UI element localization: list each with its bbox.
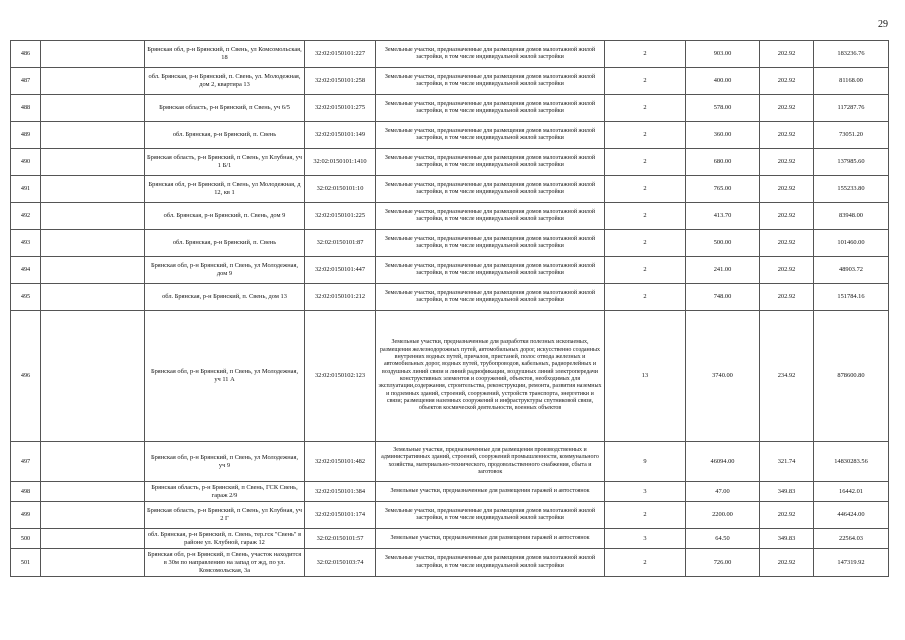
land-use-cell: Земельные участки, предназначенные для размещения домов малоэтажной жилой застройки, в том числе индивидуальной жилой застройки (376, 284, 605, 311)
specific-value-cell: 234.92 (760, 311, 814, 442)
specific-value-cell: 202.92 (760, 284, 814, 311)
cadastral-number-cell: 32:02:0150101:212 (305, 284, 376, 311)
cadastral-value-cell: 101460.00 (814, 230, 889, 257)
cadastral-value-cell: 151784.16 (814, 284, 889, 311)
cadastral-value-cell: 48903.72 (814, 257, 889, 284)
cadastral-number-cell: 32:02:0150101:384 (305, 482, 376, 502)
specific-value-cell: 202.92 (760, 203, 814, 230)
land-use-cell: Земельные участки, предназначенные для размещения домов малоэтажной жилой застройки, в том числе индивидуальной жилой застройки (376, 230, 605, 257)
area-cell: 903.00 (686, 41, 760, 68)
group-cell: 3 (605, 482, 686, 502)
table-row (11, 176, 889, 203)
area-cell: 241.00 (686, 257, 760, 284)
row-number-cell: 487 (11, 68, 41, 95)
specific-value-cell: 202.92 (760, 149, 814, 176)
cadastral-number-cell: 32:02:0150103:74 (305, 549, 376, 577)
area-cell: 680.00 (686, 149, 760, 176)
table-row (11, 41, 889, 68)
address-cell: Брянская обл, р-н Брянский, п Свень, участок находится в 30м по направлению на запад от жд, по ул. Комсомольская, 3а (145, 549, 305, 577)
land-use-cell: Земельные участки, предназначенные для размещения домов малоэтажной жилой застройки, в том числе индивидуальной жилой застройки (376, 41, 605, 68)
land-use-cell: Земельные участки, предназначенные для размещения гаражей и автостоянок (376, 482, 605, 502)
page-number: 29 (878, 19, 888, 30)
address-cell: Брянская обл, р-н Брянский, п Свень, ул Молодежная, уч 9 (145, 442, 305, 482)
empty-cell (41, 149, 145, 176)
cadastral-value-cell: 83948.00 (814, 203, 889, 230)
group-cell: 2 (605, 502, 686, 529)
area-cell: 64.50 (686, 529, 760, 549)
empty-cell (41, 41, 145, 68)
address-cell: Брянская область, р-н Брянский, п Свень, ул Клубная, уч 2 Г (145, 502, 305, 529)
row-number-cell: 492 (11, 203, 41, 230)
row-number-cell: 486 (11, 41, 41, 68)
table-row (11, 482, 889, 502)
area-cell: 3740.00 (686, 311, 760, 442)
cadastral-number-cell: 32:02:0150101:275 (305, 95, 376, 122)
cadastral-value-cell: 73051.20 (814, 122, 889, 149)
cadastral-value-cell: 16442.01 (814, 482, 889, 502)
row-number-cell: 489 (11, 122, 41, 149)
empty-cell (41, 442, 145, 482)
empty-cell (41, 122, 145, 149)
group-cell: 2 (605, 257, 686, 284)
address-cell: обл. Брянская, р-н Брянский, п. Свень, дом 9 (145, 203, 305, 230)
table-row (11, 68, 889, 95)
empty-cell (41, 257, 145, 284)
specific-value-cell: 349.83 (760, 529, 814, 549)
address-cell: Брянская обл, р-н Брянский, п Свень, ул Комсомольская, 18 (145, 41, 305, 68)
area-cell: 360.00 (686, 122, 760, 149)
land-use-cell: Земельные участки, предназначенные для размещения производственных и административных зданий, строений, сооружений промышленности, коммунального хозяйства, материально-технического, продовольственного снабжения, сбыта и заготовок (376, 442, 605, 482)
specific-value-cell: 202.92 (760, 68, 814, 95)
area-cell: 765.00 (686, 176, 760, 203)
address-cell: обл. Брянская, р-н Брянский, п. Свень (145, 122, 305, 149)
cadastral-number-cell: 32:02:0150101:482 (305, 442, 376, 482)
row-number-cell: 493 (11, 230, 41, 257)
group-cell: 2 (605, 149, 686, 176)
empty-cell (41, 549, 145, 577)
table-row (11, 122, 889, 149)
specific-value-cell: 349.83 (760, 482, 814, 502)
area-cell: 500.00 (686, 230, 760, 257)
address-cell: обл. Брянская, р-н Брянский, п. Свень, ул. Молодежная, дом 2, квартира 13 (145, 68, 305, 95)
group-cell: 2 (605, 176, 686, 203)
cadastral-value-cell: 22564.03 (814, 529, 889, 549)
cadastral-value-cell: 183236.76 (814, 41, 889, 68)
land-use-cell: Земельные участки, предназначенные для размещения домов малоэтажной жилой застройки, в том числе индивидуальной жилой застройки (376, 149, 605, 176)
row-number-cell: 490 (11, 149, 41, 176)
row-number-cell: 498 (11, 482, 41, 502)
address-cell: Брянская область, р-н Брянский, п Свень, уч 6/5 (145, 95, 305, 122)
land-use-cell: Земельные участки, предназначенные для размещения гаражей и автостоянок (376, 529, 605, 549)
group-cell: 3 (605, 529, 686, 549)
table-row (11, 284, 889, 311)
empty-cell (41, 502, 145, 529)
specific-value-cell: 202.92 (760, 176, 814, 203)
empty-cell (41, 482, 145, 502)
cadastral-value-cell: 137985.60 (814, 149, 889, 176)
empty-cell (41, 203, 145, 230)
specific-value-cell: 202.92 (760, 549, 814, 577)
row-number-cell: 494 (11, 257, 41, 284)
table-row (11, 549, 889, 577)
cadastral-number-cell: 32:02:0150101:227 (305, 41, 376, 68)
cadastral-number-cell: 32:02:0150102:123 (305, 311, 376, 442)
land-use-cell: Земельные участки, предназначенные для размещения домов малоэтажной жилой застройки, в том числе индивидуальной жилой застройки (376, 68, 605, 95)
empty-cell (41, 311, 145, 442)
address-cell: обл. Брянская, р-н Брянский, п. Свень, дом 13 (145, 284, 305, 311)
table-row (11, 502, 889, 529)
group-cell: 2 (605, 203, 686, 230)
land-use-cell: Земельные участки, предназначенные для размещения домов малоэтажной жилой застройки, в том числе индивидуальной жилой застройки (376, 176, 605, 203)
table-body (11, 41, 889, 577)
table-row (11, 257, 889, 284)
table-row (11, 442, 889, 482)
cadastral-number-cell: 32:02:0150101:57 (305, 529, 376, 549)
row-number-cell: 501 (11, 549, 41, 577)
group-cell: 2 (605, 284, 686, 311)
table-row (11, 149, 889, 176)
table-row (11, 311, 889, 442)
empty-cell (41, 230, 145, 257)
land-use-cell: Земельные участки, предназначенные для размещения домов малоэтажной жилой застройки, в том числе индивидуальной жилой застройки (376, 502, 605, 529)
area-cell: 2200.00 (686, 502, 760, 529)
cadastral-value-cell: 147319.92 (814, 549, 889, 577)
group-cell: 13 (605, 311, 686, 442)
row-number-cell: 495 (11, 284, 41, 311)
cadastral-value-cell: 117287.76 (814, 95, 889, 122)
row-number-cell: 499 (11, 502, 41, 529)
cadastral-number-cell: 32:02:0150101:1410 (305, 149, 376, 176)
land-use-cell: Земельные участки, предназначенные для размещения домов малоэтажной жилой застройки, в том числе индивидуальной жилой застройки (376, 95, 605, 122)
empty-cell (41, 176, 145, 203)
address-cell: Брянская область, р-н Брянский, п Свень, ул Клубная, уч 1 Б/1 (145, 149, 305, 176)
address-cell: Брянская область, р-н Брянский, п Свень, ГСК Свень, гараж 2/9 (145, 482, 305, 502)
cadastral-value-cell: 878600.80 (814, 311, 889, 442)
area-cell: 400.00 (686, 68, 760, 95)
land-use-cell: Земельные участки, предназначенные для размещения домов малоэтажной жилой застройки, в том числе индивидуальной жилой застройки (376, 122, 605, 149)
row-number-cell: 496 (11, 311, 41, 442)
specific-value-cell: 202.92 (760, 257, 814, 284)
cadastral-number-cell: 32:02:0150101:149 (305, 122, 376, 149)
group-cell: 2 (605, 95, 686, 122)
group-cell: 2 (605, 68, 686, 95)
cadastral-number-cell: 32:02:0150101:447 (305, 257, 376, 284)
empty-cell (41, 284, 145, 311)
row-number-cell: 488 (11, 95, 41, 122)
land-use-cell: Земельные участки, предназначенные для размещения домов малоэтажной жилой застройки, в том числе индивидуальной жилой застройки (376, 203, 605, 230)
specific-value-cell: 202.92 (760, 95, 814, 122)
land-use-cell: Земельные участки, предназначенные для размещения домов малоэтажной жилой застройки, в том числе индивидуальной жилой застройки (376, 549, 605, 577)
cadastral-value-cell: 446424.00 (814, 502, 889, 529)
area-cell: 47.00 (686, 482, 760, 502)
area-cell: 413.70 (686, 203, 760, 230)
row-number-cell: 491 (11, 176, 41, 203)
cadastral-value-cell: 155233.80 (814, 176, 889, 203)
group-cell: 9 (605, 442, 686, 482)
address-cell: обл. Брянская, р-н Брянский, п. Свень, тер.гск "Свень" в районе ул. Клубной, гараж 12 (145, 529, 305, 549)
specific-value-cell: 202.92 (760, 230, 814, 257)
table-row (11, 203, 889, 230)
cadastral-value-cell: 81168.00 (814, 68, 889, 95)
address-cell: обл. Брянская, р-н Брянский, п. Свень (145, 230, 305, 257)
land-use-cell: Земельные участки, предназначенные для размещения домов малоэтажной жилой застройки, в том числе индивидуальной жилой застройки (376, 257, 605, 284)
row-number-cell: 500 (11, 529, 41, 549)
area-cell: 748.00 (686, 284, 760, 311)
specific-value-cell: 202.92 (760, 502, 814, 529)
address-cell: Брянская обл, р-н Брянский, п Свень, ул Молодежная, д 12, кв 1 (145, 176, 305, 203)
cadastral-number-cell: 32:02:0150101:10 (305, 176, 376, 203)
empty-cell (41, 68, 145, 95)
group-cell: 2 (605, 41, 686, 68)
cadastral-number-cell: 32:02:0150101:225 (305, 203, 376, 230)
cadastral-value-table (10, 40, 889, 577)
cadastral-number-cell: 32:02:0150101:174 (305, 502, 376, 529)
table-row (11, 529, 889, 549)
group-cell: 2 (605, 230, 686, 257)
empty-cell (41, 95, 145, 122)
group-cell: 2 (605, 122, 686, 149)
area-cell: 726.00 (686, 549, 760, 577)
address-cell: Брянская обл, р-н Брянский, п Свень, ул Молодежная, дом 9 (145, 257, 305, 284)
cadastral-value-cell: 14830283.56 (814, 442, 889, 482)
land-use-cell: Земельные участки, предназначенные для разработки полезных ископаемых, размещения железнодорожных путей, автомобильных дорог, искусственно созданных внутренних водных путей, причалов, пристаней, полос отвода железных и автомобильных дорог, водных путей, трубопроводов, кабельных, радиорелейных и воздушных линий связи и линий радиофикации, воздушных линий электропередачи конструктивных элементов и сооружений, объектов, необходимых для эксплуатации,содержания, строительства, реконструкции, ремонта, развития наземных и подземных зданий, строений, сооружений, устройств транспорта, энергетики и связи; размещения наземных сооружений и инфраструктуры спутниковой связи, объектов космической деятельности, военных объектов (376, 311, 605, 442)
area-cell: 578.00 (686, 95, 760, 122)
table-row (11, 230, 889, 257)
specific-value-cell: 202.92 (760, 122, 814, 149)
cadastral-number-cell: 32:02:0150101:258 (305, 68, 376, 95)
empty-cell (41, 529, 145, 549)
group-cell: 2 (605, 549, 686, 577)
table-row (11, 95, 889, 122)
row-number-cell: 497 (11, 442, 41, 482)
specific-value-cell: 321.74 (760, 442, 814, 482)
cadastral-number-cell: 32:02:0150101:87 (305, 230, 376, 257)
address-cell: Брянская обл, р-н Брянский, п Свень, ул Молодежная, уч 11 А (145, 311, 305, 442)
specific-value-cell: 202.92 (760, 41, 814, 68)
area-cell: 46094.00 (686, 442, 760, 482)
